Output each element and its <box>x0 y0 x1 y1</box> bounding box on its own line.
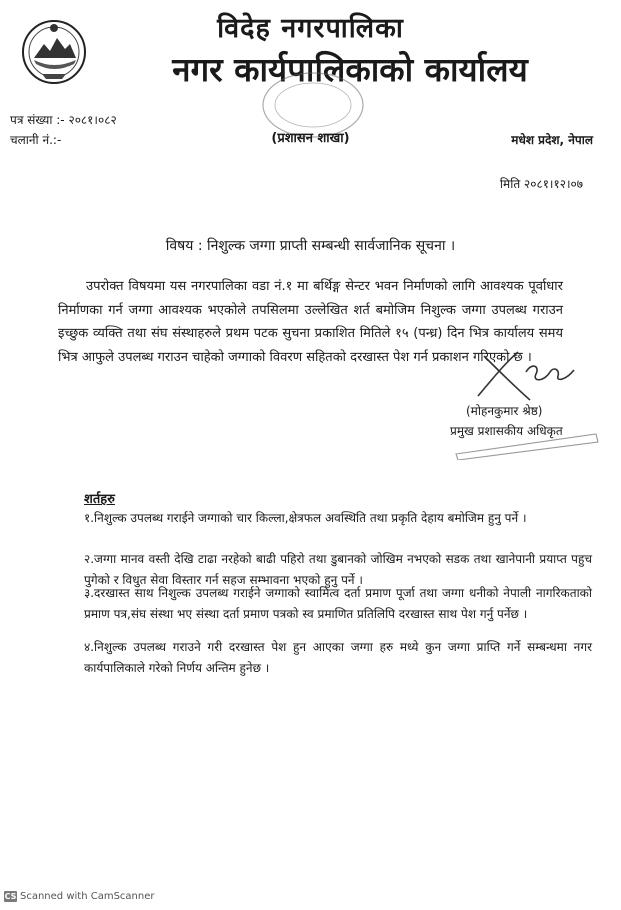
dispatch-number: चलानी नं.:- <box>10 133 62 147</box>
terms-heading: शर्तहरु <box>84 492 115 507</box>
notice-subject: विषय : निशुल्क जग्गा प्राप्ती सम्बन्धी सार्वजानिक सूचना । <box>165 238 456 254</box>
scanner-text: Scanned with CamScanner <box>20 891 155 902</box>
term-item: ४.निशुल्क उपलब्ध गराउने गरी दरखास्त पेश हुन आएका जग्गा हरु मध्ये कुन जग्गा प्राप्ति गर्ने सम्बन्धमा नगर कार्यपालिकाले गरेको निर्णय अन्तिम हुनेछ । <box>84 640 592 675</box>
signatory-title: प्रमुख प्रशासकीय अधिकृत <box>450 424 563 438</box>
letter-number: पत्र संख्या :- २०८१।०८२ <box>10 113 117 127</box>
municipality-name: विदेह नगरपालिका <box>217 13 404 44</box>
camscanner-logo-icon: CS <box>4 892 17 901</box>
section-name: (प्रशासन शाखा) <box>271 131 350 146</box>
term-item: ३.दरखास्त साथ निशुल्क उपलब्ध गराईने जग्गाको स्वामित्व दर्ता प्रमाण पूर्जा तथा जग्गा धनीको नेपाली नागरिकताको प्रमाण पत्र,संघ संस्था भए संस्था दर्ता प्रमाण पत्रको स्व प्रमाणित प्रतिलिपि दरखास्त साथ पेश गर्नु पर्नेछ । <box>84 586 592 621</box>
office-name: नगर कार्यपालिकाको कार्यालय <box>172 50 528 89</box>
province-address: मधेश प्रदेश, नेपाल <box>511 133 593 147</box>
notice-date: मिति २०८१।१२।०७ <box>499 177 583 191</box>
signature-icon <box>470 342 590 406</box>
official-stamp-icon <box>452 420 602 460</box>
term-item: २.जग्गा मानव वस्ती देखि टाढा नरहेको बाढी पहिरो तथा डुबानको जोखिम नभएको सडक तथा खानेपानी प्रयाप्त पहुच पुगेको र विधुत सेवा विस्तार गर्न सहज सम्भावना भएको हुनु पर्ने । <box>84 552 592 587</box>
signatory-name: (मोहनकुमार श्रेष्ठ) <box>466 404 543 418</box>
notice-body: उपरोक्त विषयमा यस नगरपालिका वडा नं.१ मा बर्थिङ्ग सेन्टर भवन निर्माणको लागि आवश्यक पूर्वाधार निर्माणका गर्न जग्गा आवश्यक भएकोले तपसिलमा उल्लेखित शर्त बमोजिम निशुल्क जग्गा उपलब्ध गराउन इच्छुक व्यक्ति तथा संघ संस्थाहरुले प्रथम पटक सुचना प्रकाशित मितिले १५ (पन्ध्र) दिन भित्र कार्यालय समय भित्र आफुले उपलब्ध गराउन चाहेको जग्गाको विवरण सहितको दरखास्त पेश गर्न प्रकाशन गरिएको छ । <box>58 279 563 365</box>
scanner-watermark <box>4 891 155 902</box>
term-item: १.निशुल्क उपलब्ध गराईने जग्गाको चार किल्ला,क्षेत्रफल अवस्थिति तथा प्रकृति देहाय बमोजिम हुनु पर्ने । <box>84 511 527 525</box>
